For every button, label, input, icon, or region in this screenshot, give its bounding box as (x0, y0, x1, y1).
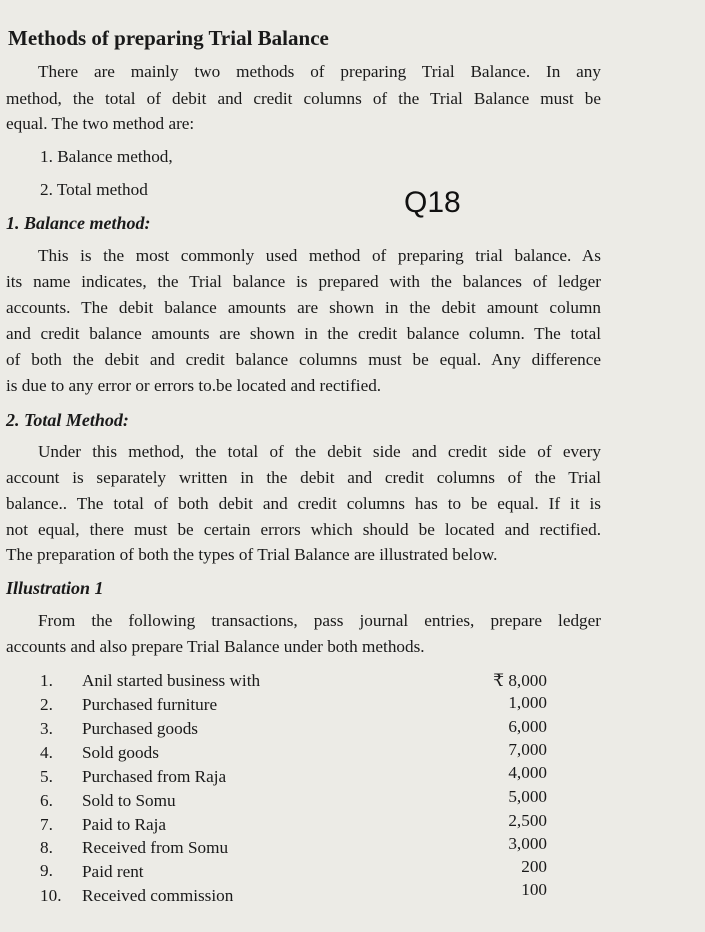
method-item-2: 2. Total method (40, 180, 148, 199)
intro-line-3: equal. The two method are: (6, 114, 195, 133)
transaction-number: 4. (40, 743, 53, 762)
transaction-description: Purchased furniture (82, 695, 218, 714)
total-line-4: not equal, there must be certain errors which should be located and rectified. (6, 520, 601, 539)
transaction-number: 8. (40, 838, 53, 857)
transaction-amount: 7,000 (508, 740, 547, 759)
transaction-amount: 6,000 (508, 717, 547, 736)
transaction-description: Received commission (82, 886, 234, 905)
transaction-number: 5. (40, 767, 53, 786)
transaction-description: Purchased goods (82, 719, 198, 738)
transaction-amount: 1,000 (508, 693, 547, 712)
balance-line-6: is due to any error or errors to.be located and rectified. (6, 376, 382, 395)
transaction-number: 3. (40, 719, 53, 738)
balance-line-5: of both the debit and credit balance columns must be equal. Any difference (6, 350, 601, 369)
transaction-amount: 200 (521, 857, 547, 876)
balance-line-2: its name indicates, the Trial balance is prepared with the balances of ledger (6, 272, 601, 291)
transaction-number: 9. (40, 861, 53, 880)
transaction-number: 1. (40, 671, 53, 690)
transaction-number: 6. (40, 791, 53, 810)
illustration-line-2: accounts and also prepare Trial Balance under both methods. (6, 637, 425, 656)
transaction-description: Purchased from Raja (82, 767, 227, 786)
section-heading: Methods of preparing Trial Balance (8, 26, 329, 50)
total-line-5: The preparation of both the types of Trial Balance are illustrated below. (6, 545, 498, 564)
total-line-3: balance.. The total of both debit and credit columns has to be equal. If it is (6, 494, 601, 513)
transaction-description: Sold goods (82, 743, 159, 762)
transaction-description: Received from Somu (82, 838, 229, 857)
transaction-amount: 3,000 (508, 834, 547, 853)
total-line-2: account is separately written in the debit and credit columns of the Trial (6, 468, 601, 487)
balance-line-3: accounts. The debit balance amounts are shown in the debit amount column (6, 298, 601, 317)
transaction-amount: 2,500 (508, 811, 547, 830)
question-tag: Q18 (404, 186, 461, 219)
illustration-line-1: From the following transactions, pass journal entries, prepare ledger (38, 611, 601, 630)
method-item-1: 1. Balance method, (40, 147, 173, 166)
transaction-description: Sold to Somu (82, 791, 176, 810)
transaction-description: Anil started business with (82, 671, 261, 690)
balance-line-1: This is the most commonly used method of preparing trial balance. As (38, 246, 601, 265)
transaction-number: 7. (40, 815, 53, 834)
total-method-heading: 2. Total Method: (6, 410, 129, 430)
transaction-amount: 5,000 (508, 787, 547, 806)
intro-line-2: method, the total of debit and credit columns of the Trial Balance must be (6, 89, 601, 108)
transaction-description: Paid to Raja (82, 815, 167, 834)
transaction-number: 2. (40, 695, 53, 714)
transaction-description: Paid rent (82, 862, 144, 881)
transaction-amount: 100 (521, 880, 547, 899)
balance-method-heading: 1. Balance method: (6, 213, 151, 233)
transaction-amount: ₹ 8,000 (493, 671, 547, 690)
illustration-heading: Illustration 1 (6, 578, 104, 598)
transaction-amount: 4,000 (508, 763, 547, 782)
balance-line-4: and credit balance amounts are shown in the credit balance column. The total (6, 324, 601, 343)
intro-line-1: There are mainly two methods of preparing Trial Balance. In any (38, 62, 601, 81)
transaction-number: 10. (40, 886, 62, 905)
total-line-1: Under this method, the total of the debit side and credit side of every (38, 442, 601, 461)
